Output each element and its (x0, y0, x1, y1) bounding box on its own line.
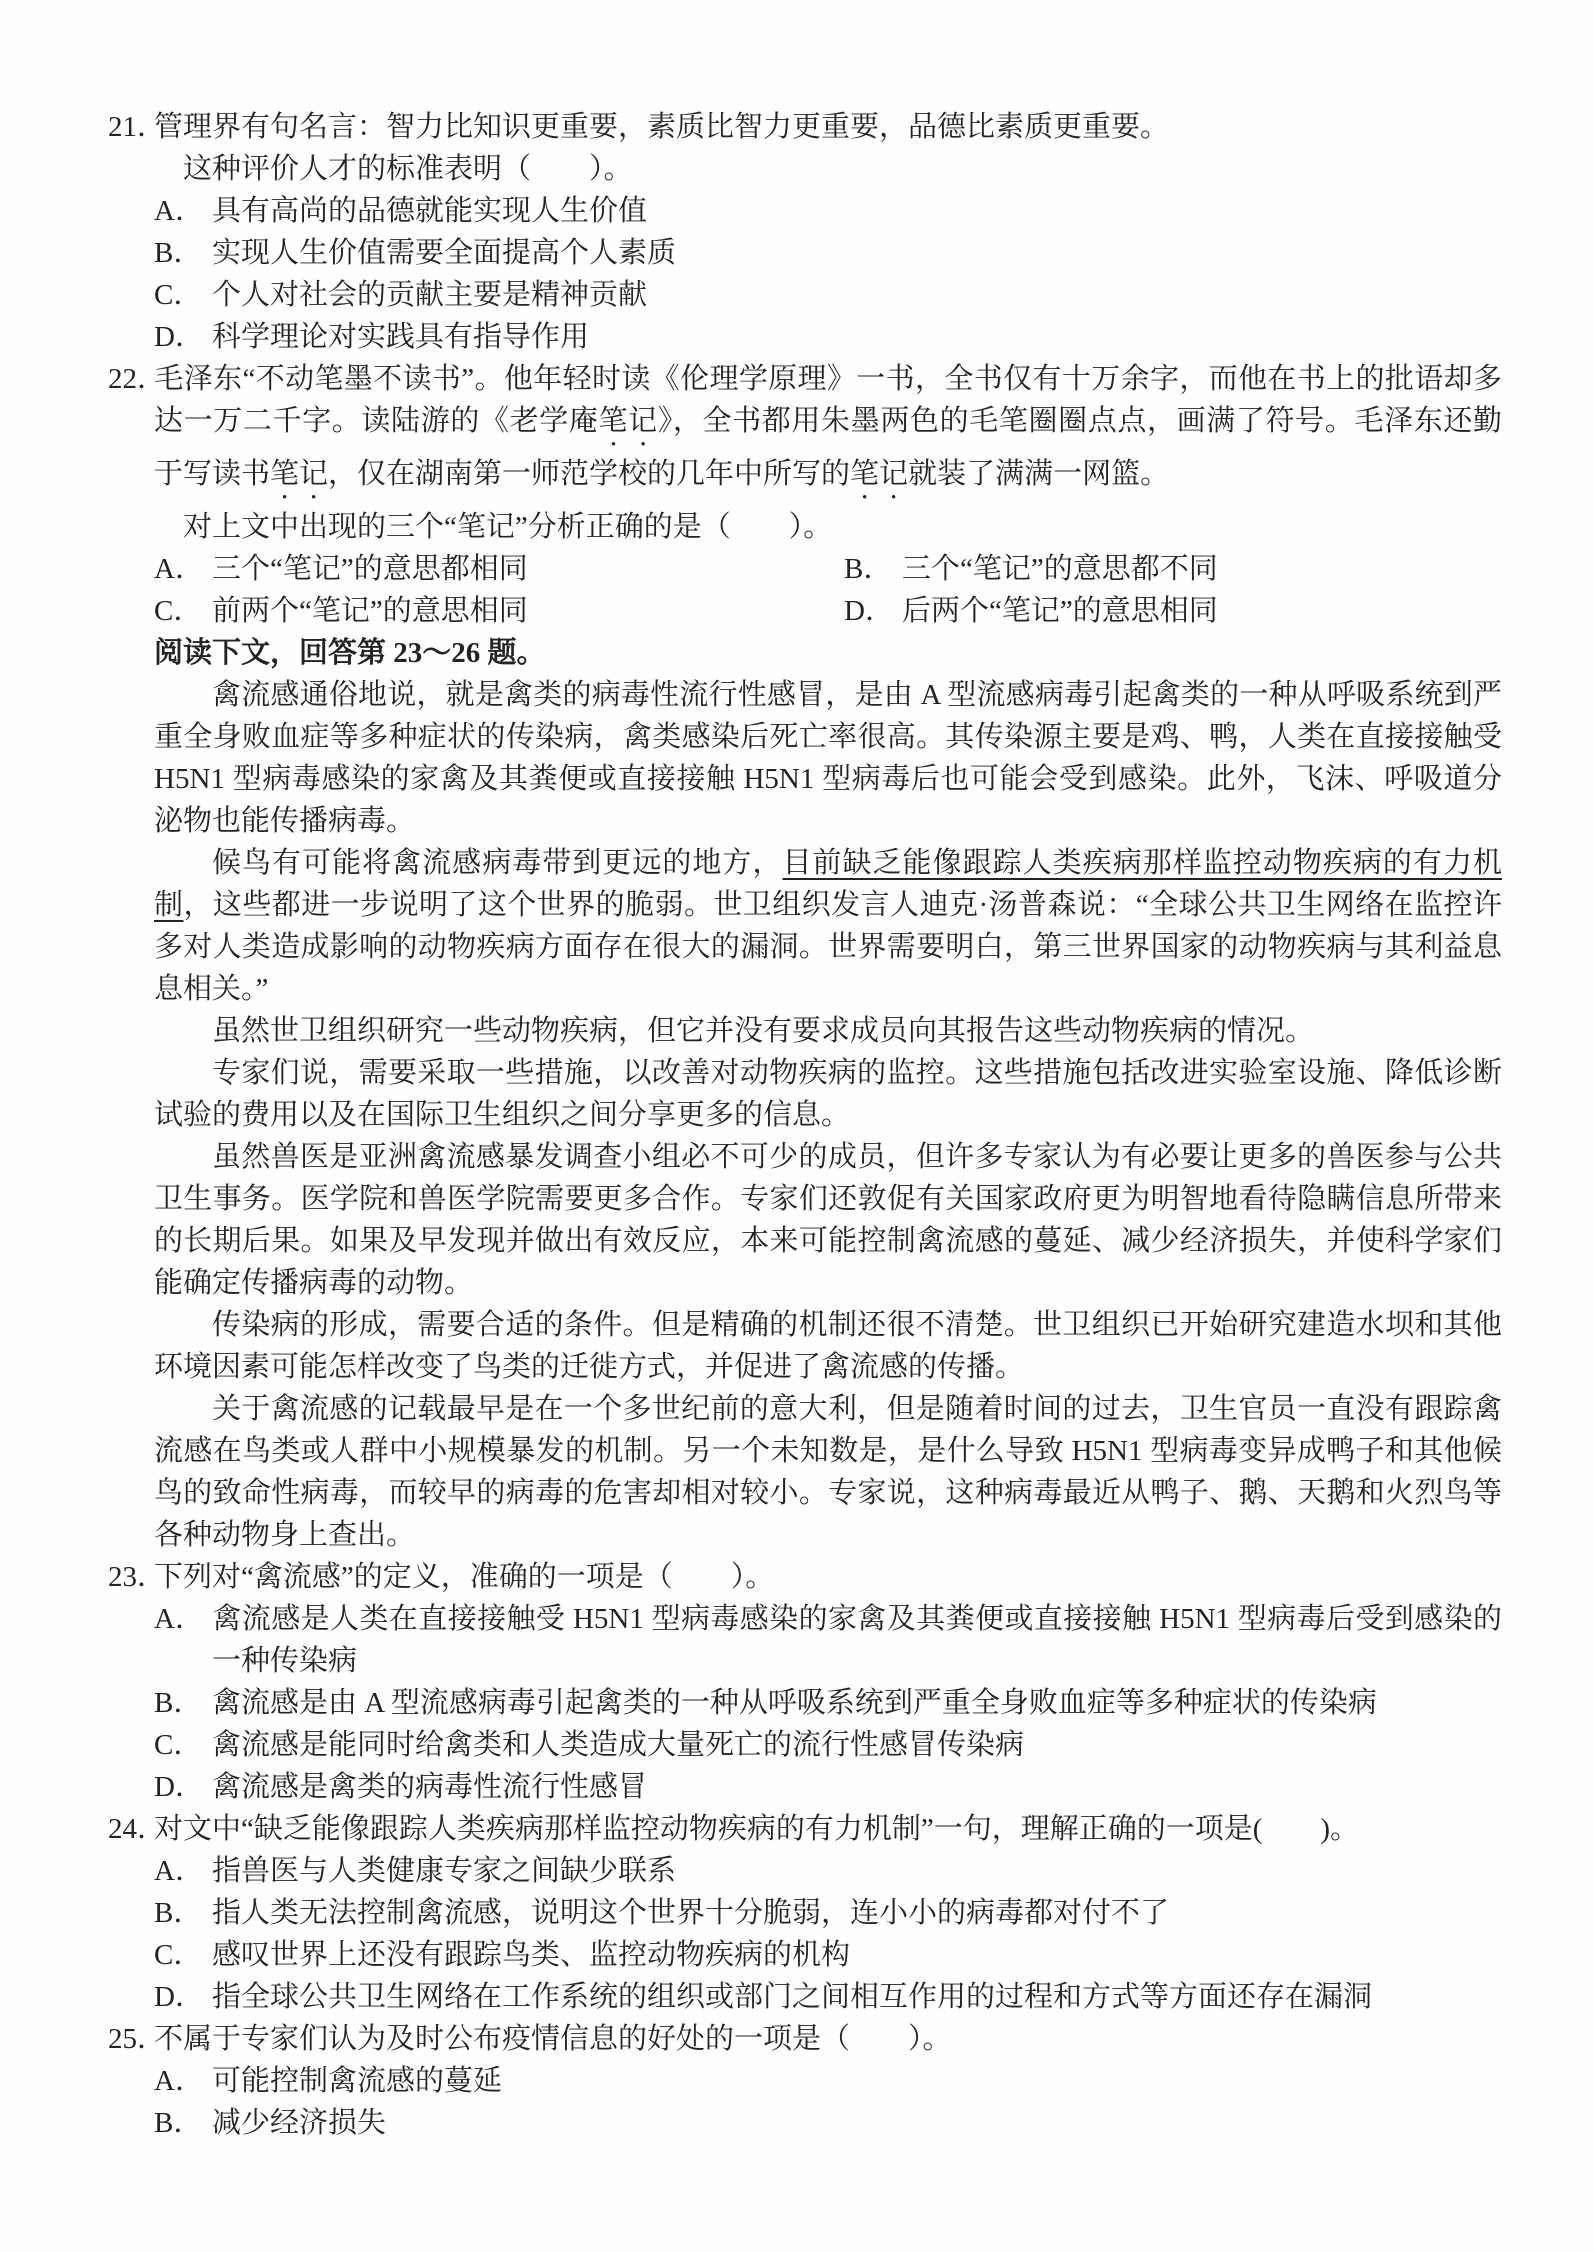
question-23-stem (108, 1556, 1502, 1598)
passage-paragraph-4: 专家们说，需要采取一些措施，以改善对动物疾病的监控。这些措施包括改进实验室设施、降低诊断试验的费用以及在国际卫生组织之间分享更多的信息。 (154, 1057, 1502, 1131)
passage-paragraph-2 (154, 842, 1502, 1010)
option-text: 禽流感是禽类的病毒性流行性感冒 (212, 1771, 648, 1803)
passage-paragraph-7: 关于禽流感的记载最早是在一个多世纪前的意大利，但是随着时间的过去，卫生官员一直没有跟踪禽流感在鸟类或人群中小规模暴发的机制。另一个未知数是，是什么导致 H5N1 型病毒变异成鸭子和其他候鸟的致命性病毒，而较早的病毒的危害却相对较小。专家说，这种病毒最近从鸭子、鹅、天鹅和火烈鸟等各种动物身上查出。 (154, 1393, 1502, 1551)
question-22-option-b (844, 548, 1502, 590)
question-22-option-a (154, 548, 844, 590)
question-21-option-a (154, 190, 1502, 232)
question-24-option-d (154, 1976, 1502, 2018)
option-label: B． (154, 1687, 203, 1719)
option-label: B． (154, 237, 203, 269)
option-text: 后两个“笔记”的意思相同 (902, 595, 1218, 627)
question-24-option-b (154, 1892, 1502, 1934)
question-21-number: 21． (108, 111, 167, 143)
option-text: 禽流感是能同时给禽类和人类造成大量死亡的流行性感冒传染病 (212, 1729, 1025, 1761)
question-21 (108, 106, 1502, 358)
option-text: 三个“笔记”的意思都不同 (902, 553, 1218, 585)
passage-paragraph-5: 虽然兽医是亚洲禽流感暴发调查小组必不可少的成员，但许多专家认为有必要让更多的兽医参与公共卫生事务。医学院和兽医学院需要更多合作。专家们还敦促有关国家政府更为明智地看待隐瞒信息所带来的长期后果。如果及早发现并做出有效反应，本来可能控制禽流感的蔓延、减少经济损失，并使科学家们能确定传播病毒的动物。 (154, 1141, 1502, 1299)
question-24-number: 24． (108, 1813, 167, 1845)
question-24-options (154, 1850, 1502, 2018)
question-24-option-c (154, 1934, 1502, 1976)
option-label: D． (154, 1771, 204, 1803)
option-label: B． (154, 2107, 203, 2139)
option-label: C． (154, 595, 203, 627)
option-text: 指人类无法控制禽流感，说明这个世界十分脆弱，连小小的病毒都对付不了 (212, 1897, 1170, 1929)
question-25 (108, 2018, 1502, 2144)
question-21-option-c (154, 274, 1502, 316)
option-label: C． (154, 1939, 203, 1971)
question-23-option-c (154, 1724, 1502, 1766)
question-21-stem-text: 管理界有句名言：智力比知识更重要，素质比智力更重要，品德比素质更重要。 (154, 111, 1170, 143)
question-22-option-c (154, 590, 844, 632)
reading-instruction: 阅读下文，回答第 23～26 题。 (154, 637, 546, 669)
question-24-option-a (154, 1850, 1502, 1892)
question-22-prompt: 对上文中出现的三个“笔记”分析正确的是（ ）。 (183, 511, 833, 543)
option-label: C． (154, 279, 203, 311)
option-text: 指兽医与人类健康专家之间缺少联系 (212, 1855, 677, 1887)
question-22-number: 22． (108, 363, 167, 395)
option-label: D． (154, 1981, 204, 2013)
question-25-option-b (154, 2102, 1502, 2144)
question-24-stem (108, 1808, 1502, 1850)
option-label: B． (154, 1897, 203, 1929)
question-23-stem-text: 下列对“禽流感”的定义，准确的一项是（ ）。 (154, 1561, 775, 1593)
question-23-option-b (154, 1682, 1502, 1724)
passage-paragraph-6: 传染病的形成，需要合适的条件。但是精确的机制还很不清楚。世卫组织已开始研究建造水坝和其他环境因素可能怎样改变了鸟类的迁徙方式，并促进了禽流感的传播。 (154, 1309, 1502, 1383)
underlined-phrase: 目前缺乏能像跟踪人类疾病那样监控动物疾病的有力机制 (154, 847, 1502, 921)
option-text: 个人对社会的贡献主要是精神贡献 (212, 279, 648, 311)
question-21-option-d (154, 316, 1502, 358)
passage-paragraph-3: 虽然世卫组织研究一些动物疾病，但它并没有要求成员向其报告这些动物疾病的情况。 (212, 1015, 1315, 1047)
option-label: B． (844, 553, 893, 585)
option-text: 具有高尚的品德就能实现人生价值 (212, 195, 648, 227)
option-label: D． (154, 321, 204, 353)
option-text: 减少经济损失 (212, 2107, 387, 2139)
option-text: 可能控制禽流感的蔓延 (212, 2065, 503, 2097)
question-23-option-a (154, 1598, 1502, 1682)
passage-paragraph-1: 禽流感通俗地说，就是禽类的病毒性流行性感冒，是由 A 型流感病毒引起禽类的一种从呼吸系统到严重全身败血症等多种症状的传染病，禽类感染后死亡率很高。其传染源主要是鸡、鸭，人类在直接接触受 H5N1 型病毒感染的家禽及其粪便或直接接触 H5N1 型病毒后也可能会受到感染。此外，飞沫、呼吸道分泌物也能传播病毒。 (154, 679, 1502, 837)
passage-paragraph-2-text: 候鸟有可能将禽流感病毒带到更远的地方， (212, 847, 783, 879)
question-23 (108, 1556, 1502, 1808)
question-25-number: 25． (108, 2023, 167, 2055)
question-25-option-a (154, 2060, 1502, 2102)
emphasized-word: 笔记 (598, 405, 658, 437)
emphasized-word: 笔记 (270, 458, 329, 490)
option-label: A． (154, 1855, 204, 1887)
question-22-stem-seg: 》，全书都用朱墨两色的毛笔圈圈点点，画满了符号。毛泽东还勤于写读书 (154, 405, 1502, 490)
question-22-stem-seg: ，仅在湖南第一师范学校的几年中所写的 (328, 458, 851, 490)
question-22-stem-seg: 就装了满满一网篮。 (908, 458, 1170, 490)
question-22-stem (108, 358, 1502, 506)
question-22-option-d (844, 590, 1502, 632)
question-23-number: 23． (108, 1561, 167, 1593)
option-text: 感叹世界上还没有跟踪鸟类、监控动物疾病的机构 (212, 1939, 851, 1971)
question-24 (108, 1808, 1502, 2018)
question-25-options (154, 2060, 1502, 2144)
question-21-options (154, 190, 1502, 358)
option-text: 前两个“笔记”的意思相同 (212, 595, 528, 627)
option-label: A． (154, 2065, 204, 2097)
question-25-stem (108, 2018, 1502, 2060)
option-label: C． (154, 1729, 203, 1761)
reading-passage (108, 674, 1502, 1556)
option-text: 科学理论对实践具有指导作用 (212, 321, 590, 353)
option-text: 指全球公共卫生网络在工作系统的组织或部门之间相互作用的过程和方式等方面还存在漏洞 (212, 1981, 1373, 2013)
option-label: A． (154, 553, 204, 585)
option-label: A． (154, 1603, 204, 1635)
option-text: 禽流感是由 A 型流感病毒引起禽类的一种从呼吸系统到严重全身败血症等多种症状的传染病 (212, 1687, 1377, 1719)
question-23-option-d (154, 1766, 1502, 1808)
option-text: 禽流感是人类在直接接触受 H5N1 型病毒感染的家禽及其粪便或直接接触 H5N1 型病毒后受到感染的一种传染病 (212, 1603, 1502, 1677)
question-21-stem-line2: 这种评价人才的标准表明（ ）。 (183, 153, 633, 185)
option-label: A． (154, 195, 204, 227)
question-21-option-b (154, 232, 1502, 274)
question-24-stem-text: 对文中“缺乏能像跟踪人类疾病那样监控动物疾病的有力机制”一句，理解正确的一项是( )。 (154, 1813, 1360, 1845)
question-23-options (154, 1598, 1502, 1808)
question-22 (108, 358, 1502, 632)
option-text: 三个“笔记”的意思都相同 (212, 553, 528, 585)
question-21-stem (108, 106, 1502, 148)
option-label: D． (844, 595, 894, 627)
passage-paragraph-2-text: ，这些都进一步说明了这个世界的脆弱。世卫组织发言人迪克·汤普森说：“全球公共卫生网络在监控许多对人类造成影响的动物疾病方面存在很大的漏洞。世界需要明白，第三世界国家的动物疾病与其利益息息相关。” (154, 889, 1502, 1005)
emphasized-word: 笔记 (850, 458, 909, 490)
option-text: 实现人生价值需要全面提高个人素质 (212, 237, 677, 269)
question-25-stem-text: 不属于专家们认为及时公布疫情信息的好处的一项是（ ）。 (154, 2023, 952, 2055)
question-22-stem-seg: 毛泽东“不动笔墨不读书”。他年轻时读《伦理学原理》一书，全书仅有十万余字，而他在书上的批语却多达一万二千字。读陆游的《老学庵 (154, 363, 1502, 437)
question-22-options (154, 548, 1502, 632)
